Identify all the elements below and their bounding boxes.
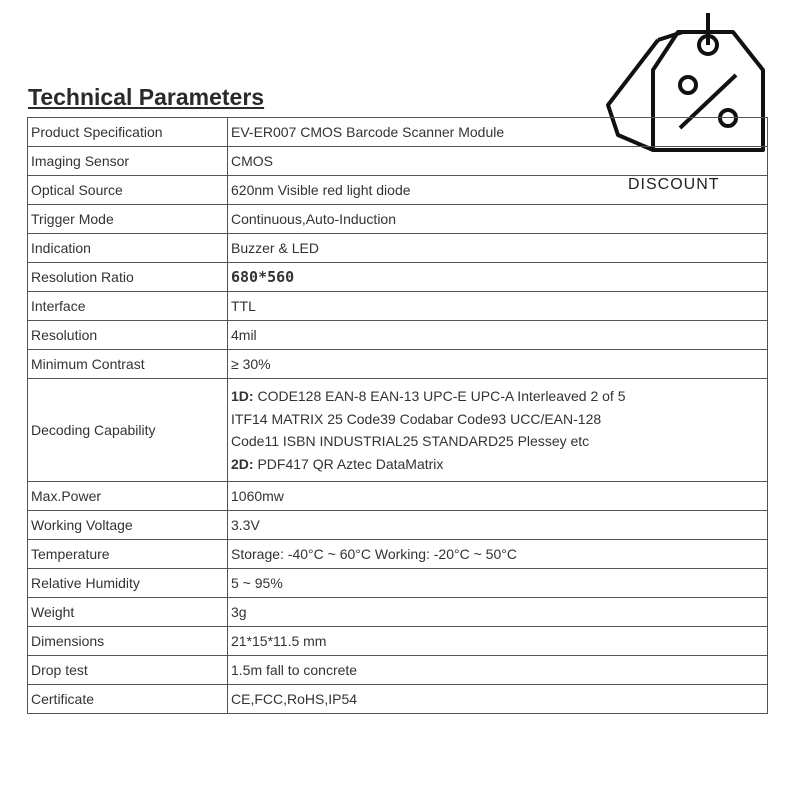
decode-line: CODE128 EAN-8 EAN-13 UPC-E UPC-A Interleaved 2 of 5 <box>253 388 626 404</box>
row-key: Relative Humidity <box>28 569 228 598</box>
discount-label: DISCOUNT <box>628 176 720 193</box>
row-key: Product Specification <box>28 118 228 147</box>
row-key: Resolution <box>28 321 228 350</box>
row-value <box>228 379 768 482</box>
decode-line: Code11 ISBN INDUSTRIAL25 STANDARD25 Plessey etc <box>231 433 590 449</box>
row-value: 4mil <box>228 321 768 350</box>
row-key: Working Voltage <box>28 511 228 540</box>
row-key: Certificate <box>28 685 228 714</box>
table-row <box>28 350 768 379</box>
row-key: Dimensions <box>28 627 228 656</box>
table-row <box>28 147 768 176</box>
table-row <box>28 511 768 540</box>
page-title: Technical Parameters <box>28 84 265 110</box>
row-value: TTL <box>228 292 768 321</box>
row-key: Minimum Contrast <box>28 350 228 379</box>
decode-line: PDF417 QR Aztec DataMatrix <box>253 455 444 472</box>
row-key: Drop test <box>28 656 228 685</box>
row-value: 1060mw <box>228 482 768 511</box>
row-value: Storage: -40°C ~ 60°C Working: -20°C ~ 50°C <box>228 540 768 569</box>
row-key: Resolution Ratio <box>28 263 228 292</box>
row-key: Temperature <box>28 540 228 569</box>
label-1d: 1D: <box>231 388 254 404</box>
row-value: 5 ~ 95% <box>228 569 768 598</box>
row-value: Continuous,Auto-Induction <box>228 205 768 234</box>
table-row <box>28 598 768 627</box>
spec-table <box>27 117 768 714</box>
row-value: 21*15*11.5 mm <box>228 627 768 656</box>
table-row <box>28 321 768 350</box>
row-value: Buzzer & LED <box>228 234 768 263</box>
decode-line: ITF14 MATRIX 25 Code39 Codabar Code93 UCC/EAN-128 <box>231 410 602 427</box>
table-row <box>28 656 768 685</box>
row-key: Interface <box>28 292 228 321</box>
row-value: 680*560 <box>228 263 768 292</box>
row-key: Max.Power <box>28 482 228 511</box>
table-row-decoding <box>28 379 768 482</box>
row-value: 3.3V <box>228 511 768 540</box>
row-value: ≥ 30% <box>228 350 768 379</box>
table-row <box>28 685 768 714</box>
row-value: 1.5m fall to concrete <box>228 656 768 685</box>
table-row <box>28 205 768 234</box>
row-key: Weight <box>28 598 228 627</box>
row-key: Imaging Sensor <box>28 147 228 176</box>
row-value: CE,FCC,RoHS,IP54 <box>228 685 768 714</box>
table-row <box>28 292 768 321</box>
table-row <box>28 482 768 511</box>
label-2d: 2D: <box>231 455 254 472</box>
row-key: Decoding Capability <box>28 379 228 482</box>
row-key: Trigger Mode <box>28 205 228 234</box>
table-row <box>28 540 768 569</box>
row-key: Indication <box>28 234 228 263</box>
row-value: 3g <box>228 598 768 627</box>
row-value: EV-ER007 CMOS Barcode Scanner Module <box>228 118 768 147</box>
table-row <box>28 569 768 598</box>
table-row <box>28 263 768 292</box>
table-row <box>28 627 768 656</box>
table-row <box>28 118 768 147</box>
table-row <box>28 176 768 205</box>
table-row <box>28 234 768 263</box>
row-value: CMOS <box>228 147 768 176</box>
row-key: Optical Source <box>28 176 228 205</box>
row-value: 620nm Visible red light diode <box>228 176 768 205</box>
